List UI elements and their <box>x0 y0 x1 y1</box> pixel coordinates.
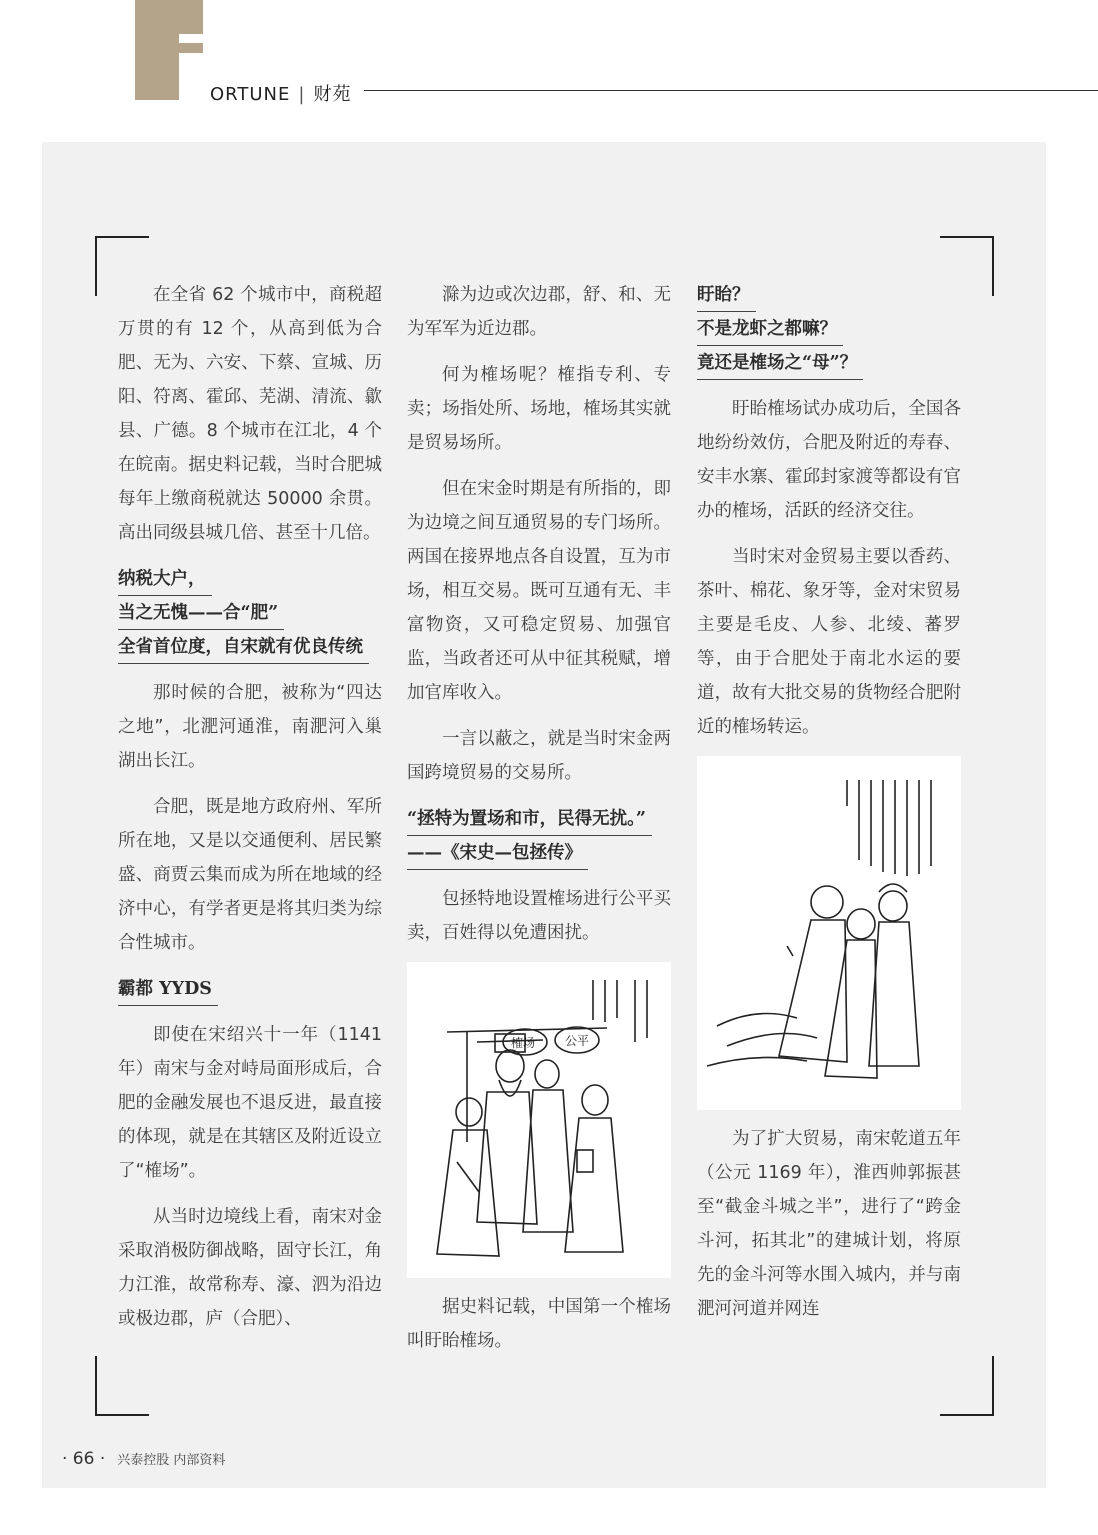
subheading-group <box>697 278 961 380</box>
paragraph: 但在宋金时期是有所指的，即为边境之间互通贸易的专门场所。两国在接界地点各自设置，互为市场，相互交易。既可互通有无、丰富物资，又可稳定贸易、加强官监，当政者还可从中征其税赋，增加官库收入。 <box>407 479 671 703</box>
header-section: 财苑 <box>313 84 352 105</box>
paragraph: 即使在宋绍兴十一年（1141年）南宋与金对峙局面形成后，合肥的金融发展也不退反进，最直接的体现，就是在其辖区及附近设立了“榷场”。 <box>118 1025 382 1181</box>
header-initial-notch-bottom <box>179 53 203 100</box>
subheading-group <box>118 562 382 664</box>
page-footer <box>62 1449 225 1469</box>
header-title <box>210 80 351 106</box>
paragraph: 何为榷场呢？榷指专利、专卖；场指处所、场地，榷场其实就是贸易场所。 <box>407 365 671 453</box>
paragraph: 那时候的合肥，被称为“四达之地”，北淝河通淮，南淝河入巢湖出长江。 <box>118 683 382 771</box>
paragraph: 从当时边境线上看，南宋对金采取消极防御战略，固守长江，角力江淮，故常称寿、濠、泗为沿边或极边郡，庐（合肥）、 <box>118 1207 382 1329</box>
illustration-drawing <box>407 962 671 1278</box>
subheading-line: 不是龙虾之都嘛？ <box>697 314 843 346</box>
subheading-line: 纳税大户， <box>118 564 212 596</box>
illustration-guo-zhen-city <box>697 756 961 1110</box>
subheading-line: 竟还是榷场之“母”？ <box>697 348 863 380</box>
illustration-bao-zheng-market <box>407 962 671 1278</box>
subheading-group <box>118 972 382 1006</box>
subheading-line: 当之无愧——合“肥” <box>118 598 284 630</box>
paragraph: 当时宋对金贸易主要以香药、茶叶、棉花、象牙等，金对宋贸易主要是毛皮、人参、北绫、蕃罗等，由于合肥处于南北水运的要道，故有大批交易的货物经合肥附近的榷场转运。 <box>697 547 961 737</box>
publisher-label: 兴泰控股 内部资料 <box>117 1453 226 1468</box>
paragraph: 一言以蔽之，就是当时宋金两国跨境贸易的交易所。 <box>407 729 671 783</box>
paragraph: 盱眙榷场试办成功后，全国各地纷纷效仿，合肥及附近的寿春、安丰水寨、霍邱封家渡等都设有官办的榷场，活跃的经济交往。 <box>697 399 961 521</box>
subheading-line: 盱眙？ <box>697 280 756 312</box>
quote-source: ——《宋史—包拯传》 <box>407 838 588 870</box>
paragraph: 在全省 62 个城市中，商税超万贯的有 12 个，从高到低为合肥、无为、六安、下蔡、宣城、历阳、符离、霍邱、芜湖、清流、歙县、广德。8 个城市在江北，4 个在皖南。据史料记载，当时合肥城每年上缴商税就达 50000 余贯。高出同级县城几倍、甚至十几倍。 <box>118 285 382 543</box>
corner-bracket-bottom-left <box>95 1356 149 1416</box>
column-2 <box>407 278 671 1370</box>
column-3 <box>697 278 961 1338</box>
header-rule <box>364 90 1098 91</box>
column-1 <box>118 278 382 1348</box>
illus-sign-1: 榷场 <box>511 1036 536 1050</box>
corner-bracket-bottom-right <box>940 1356 994 1416</box>
header-initial-notch-top <box>179 34 203 43</box>
illus-sign-2: 公平 <box>565 1034 590 1048</box>
header-word: ORTUNE <box>210 84 291 105</box>
quote-heading <box>407 802 671 870</box>
page-number: · 66 · <box>62 1449 106 1469</box>
subheading-line: 霸都 YYDS <box>118 974 218 1006</box>
paragraph: 据史料记载，中国第一个榷场叫盱眙榷场。 <box>407 1297 671 1351</box>
paragraph: 为了扩大贸易，南宋乾道五年（公元 1169 年），淮西帅郭振甚至“截金斗城之半”，进行了“跨金斗河，拓其北”的建城计划，将原先的金斗河等水围入城内，并与南淝河河道并网连 <box>697 1129 961 1319</box>
illustration-drawing <box>697 756 961 1110</box>
subheading-line: 全省首位度，自宋就有优良传统 <box>118 632 369 664</box>
paragraph: 滁为边或次边郡，舒、和、无为军军为近边郡。 <box>407 285 671 339</box>
paragraph: 包拯特地设置榷场进行公平买卖，百姓得以免遭困扰。 <box>407 889 671 943</box>
paragraph: 合肥，既是地方政府州、军所所在地，又是以交通便利、居民繁盛、商贾云集而成为所在地域的经济中心，有学者更是将其归类为综合性城市。 <box>118 797 382 953</box>
quote-line: “拯特为置场和市，民得无扰。” <box>407 804 652 836</box>
header-divider: | <box>298 84 306 105</box>
